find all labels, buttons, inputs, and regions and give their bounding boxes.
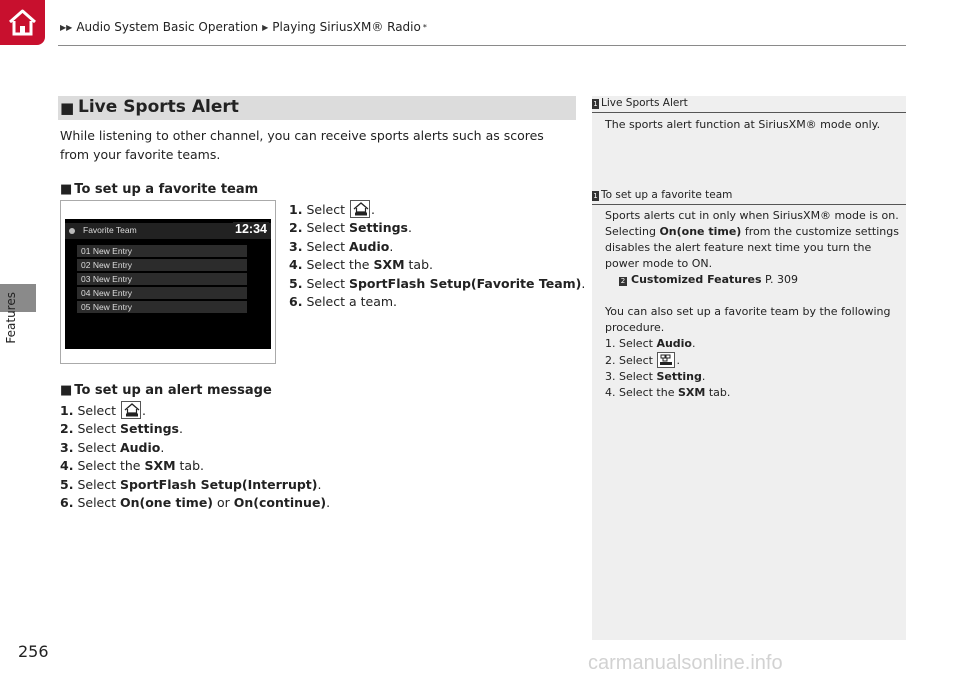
step-item: 2. Select Settings. xyxy=(60,421,183,437)
step-item: 3. Select Audio. xyxy=(289,238,394,254)
cross-reference-link[interactable]: 2 Customized Features P. 309 xyxy=(620,273,798,286)
chevron-right-icon: ▶▶ xyxy=(60,22,73,32)
chapter-label: Features xyxy=(4,292,18,344)
section-marker: ■ xyxy=(60,99,75,117)
breadcrumb xyxy=(58,20,427,34)
screen-clock: 12:34 xyxy=(235,222,267,236)
step-item: 5. Select SportFlash Setup(Favorite Team). xyxy=(289,275,586,291)
section-title: Live Sports Alert xyxy=(78,97,239,117)
subsection-marker: ■ xyxy=(60,383,73,398)
note-step-item: 1. Select Audio. xyxy=(605,337,696,350)
note-text-live-sports-alert: The sports alert function at SiriusXM® mode only. xyxy=(605,118,881,131)
menu-icon xyxy=(657,352,675,368)
reference-marker: 1 xyxy=(593,100,598,108)
subsection-marker: ■ xyxy=(60,182,73,197)
header-divider xyxy=(58,45,906,46)
alert-message-heading: ■ To set up an alert message xyxy=(60,383,272,398)
home-icon xyxy=(350,200,370,218)
screen-entry[interactable]: 04 New Entry xyxy=(77,287,247,299)
note-heading-live-sports-alert: 1 Live Sports Alert xyxy=(592,97,906,109)
step-item: 3. Select Audio. xyxy=(60,439,165,455)
alert-message-steps xyxy=(60,401,330,512)
breadcrumb-item-siriusxm[interactable]: Playing SiriusXM® Radio xyxy=(272,20,421,34)
screen-title: Favorite Team xyxy=(83,225,137,235)
page-number: 256 xyxy=(18,642,49,661)
home-logo[interactable] xyxy=(0,0,45,45)
screen-entry[interactable]: 05 New Entry xyxy=(77,301,247,313)
step-item: 4. Select the SXM tab. xyxy=(60,458,205,474)
breadcrumb-item-audio-basic[interactable]: Audio System Basic Operation xyxy=(76,20,259,34)
screen-display xyxy=(65,219,271,349)
screen-entry[interactable]: 01 New Entry xyxy=(77,245,247,257)
watermark: carmanualsonline.info xyxy=(588,652,783,674)
note-divider xyxy=(592,112,906,113)
note-step-item: 3. Select Setting. xyxy=(605,370,706,383)
step-item: 5. Select SportFlash Setup(Interrupt). xyxy=(60,476,322,492)
step-item: 6. Select a team. xyxy=(289,294,398,310)
note-heading-favorite-team: 1 To set up a favorite team xyxy=(592,189,906,201)
step-item: 2. Select Settings. xyxy=(289,220,412,236)
step-item: 1. Select . xyxy=(60,403,146,418)
screen-bullet-icon xyxy=(69,228,75,234)
note-step-item: 4. Select the SXM tab. xyxy=(605,386,731,399)
intro-paragraph: While listening to other channel, you can receive sports alerts such as scores from your favorite teams. xyxy=(60,128,544,162)
home-icon xyxy=(7,7,38,38)
chevron-right-icon: ▶ xyxy=(262,22,269,32)
favorite-team-screenshot xyxy=(60,200,276,364)
reference-marker: 1 xyxy=(593,192,598,200)
step-item: 6. Select On(one time) or On(continue). xyxy=(60,495,331,511)
note-step-item: 2. Select . xyxy=(605,354,680,367)
note-divider xyxy=(592,204,906,205)
footnote-star: * xyxy=(422,22,427,32)
favorite-team-steps xyxy=(289,200,585,311)
favorite-team-heading: ■ To set up a favorite team xyxy=(60,182,259,197)
home-icon xyxy=(121,401,141,419)
section-heading-bar xyxy=(58,96,576,120)
note-text-favorite-team: Sports alerts cut in only when SiriusXM® mode is on. Selecting On(one time) from the customize settings disables the alert feature next time you turn the power mode to ON. 2 Customized Features P. 309 You can also set up a favorite team by the following procedure. 1. Select Audio. 2. Select . 3. Select Setting. 4. Select the SXM tab. xyxy=(605,208,901,401)
step-item: 4. Select the SXM tab. xyxy=(289,257,434,273)
step-item: 1. Select . xyxy=(289,202,375,217)
cross-reference-marker: 2 xyxy=(620,277,626,285)
screen-entry[interactable]: 03 New Entry xyxy=(77,273,247,285)
screen-entry[interactable]: 02 New Entry xyxy=(77,259,247,271)
